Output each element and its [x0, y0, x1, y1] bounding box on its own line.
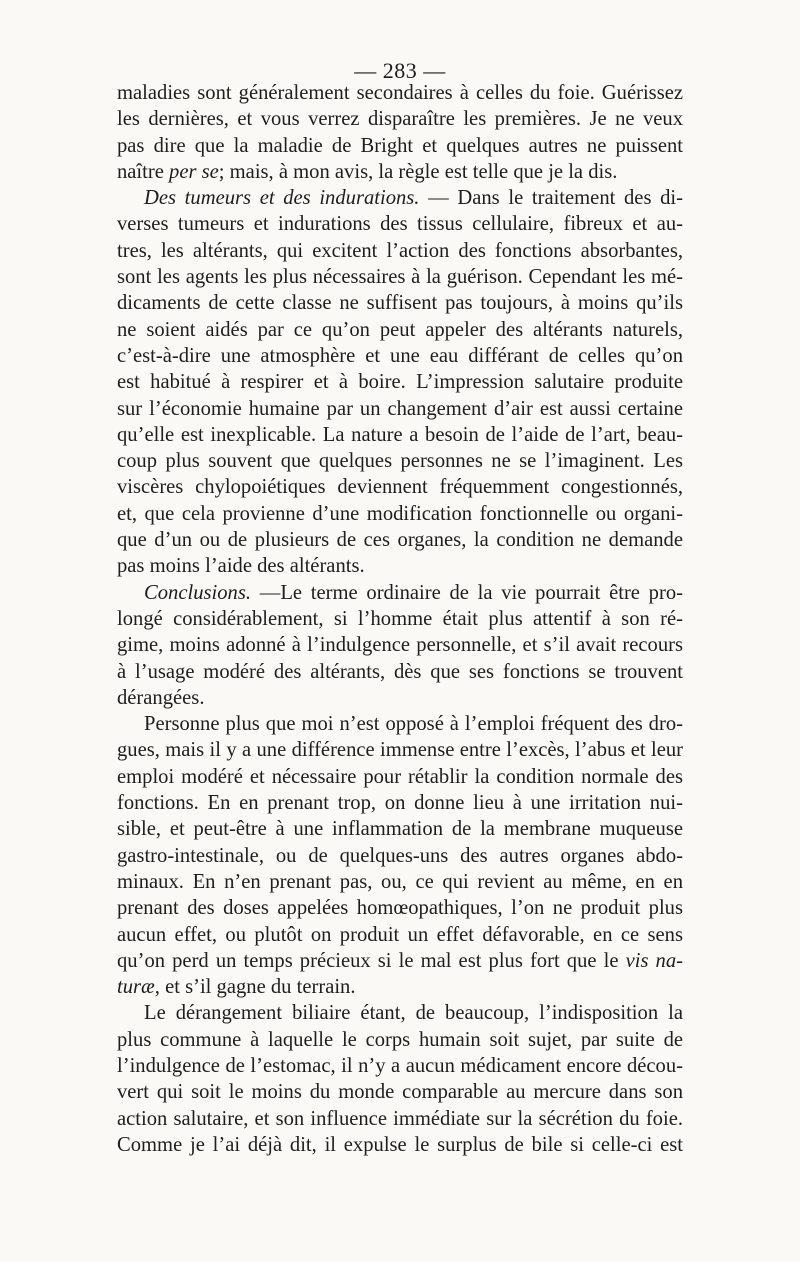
- text-run: naître: [117, 160, 170, 183]
- text-run: gime, moins adonné à l’indulgence personnelle, et s’il avait recours: [117, 634, 683, 657]
- text-line: [117, 711, 683, 737]
- italic-text: turæ: [117, 976, 155, 999]
- text-run: prenant des doses appelées homœopathiques, l’on ne produit plus: [117, 897, 683, 920]
- text-run: Personne plus que moi n’est opposé à l’emploi fréquent des dro-: [144, 713, 683, 736]
- text-line: [117, 948, 683, 974]
- text-line: [117, 211, 683, 237]
- text-run: à l’usage modéré des altérants, dès que ses fonctions se trouvent: [117, 660, 683, 683]
- text-line: [117, 553, 683, 579]
- text-run: gastro-intestinale, ou de quelques-uns des autres organes abdo-: [117, 844, 683, 867]
- text-line: [117, 816, 683, 842]
- text-run: fonctions. En en prenant trop, on donne lieu à une irritation nui-: [117, 792, 683, 815]
- text-line: [117, 659, 683, 685]
- text-run: ne soient aidés par ce qu’on peut appeler des altérants naturels,: [117, 318, 683, 341]
- text-run: ; mais, à mon avis, la règle est telle que je la dis.: [218, 160, 618, 183]
- text-line: [117, 790, 683, 816]
- text-line: [117, 80, 683, 106]
- text-run: sur l’économie humaine par un changement d’air est aussi certaine: [117, 397, 683, 420]
- text-line: [117, 869, 683, 895]
- text-line: [117, 606, 683, 632]
- text-run: Comme je l’ai déjà dit, il expulse le surplus de bile si celle-ci est: [117, 1133, 683, 1156]
- text-line: [117, 895, 683, 921]
- text-line: [117, 343, 683, 369]
- text-run: sont les agents les plus nécessaires à la guérison. Cependant les mé-: [117, 266, 683, 289]
- text-run: action salutaire, et son influence immédiate sur la sécrétion du foie.: [117, 1107, 683, 1130]
- text-line: [117, 1053, 683, 1079]
- text-run: —Le terme ordinaire de la vie pourrait être pro-: [250, 581, 683, 604]
- text-run: coup plus souvent que quelques personnes ne se l’imaginent. Les: [117, 450, 683, 473]
- text-run: aucun effet, ou plutôt on produit un effet défavorable, en ce sens: [117, 923, 683, 946]
- text-line: [117, 922, 683, 948]
- text-line: [117, 1106, 683, 1132]
- text-line: [117, 974, 683, 1000]
- text-run: emploi modéré et nécessaire pour rétablir la condition normale des: [117, 765, 683, 788]
- text-run: plus commune à laquelle le corps humain soit sujet, par suite de: [117, 1028, 683, 1051]
- text-line: [117, 474, 683, 500]
- text-run: minaux. En n’en prenant pas, ou, ce qui revient au même, en en: [117, 870, 683, 893]
- text-line: [117, 1000, 683, 1026]
- text-line: [117, 317, 683, 343]
- text-line: [117, 1027, 683, 1053]
- text-line: [117, 764, 683, 790]
- text-run: que d’un ou de plusieurs de ces organes, la condition ne demande: [117, 529, 683, 552]
- text-line: [117, 1079, 683, 1105]
- text-run: pas dire que la maladie de Bright et quelques autres ne puissent: [117, 134, 683, 157]
- page-number: — 283 —: [354, 58, 446, 83]
- text-line: [117, 422, 683, 448]
- text-run: longé considérablement, si l’homme était plus attentif à son ré-: [117, 607, 683, 630]
- text-run: Le dérangement biliaire étant, de beaucoup, l’indisposition la: [144, 1002, 683, 1025]
- text-run: tres, les altérants, qui excitent l’action des fonctions absorbantes,: [117, 239, 683, 262]
- text-run: dérangées.: [117, 686, 205, 709]
- text-run: — Dans le traitement des di-: [419, 187, 683, 210]
- text-run: qu’elle est inexplicable. La nature a besoin de l’aide de l’art, beau-: [117, 423, 683, 446]
- text-line: [117, 448, 683, 474]
- text-run: les dernières, et vous verrez disparaître les premières. Je ne veux: [117, 108, 683, 131]
- text-run: , et s’il gagne du terrain.: [154, 976, 356, 999]
- text-line: [117, 133, 683, 159]
- text-run: l’indulgence de l’estomac, il n’y a aucun médicament encore décou-: [117, 1054, 683, 1077]
- text-line: [117, 106, 683, 132]
- text-line: [117, 632, 683, 658]
- text-run: est habitué à respirer et à boire. L’impression salutaire produite: [117, 371, 683, 394]
- text-line: [117, 501, 683, 527]
- text-line: [117, 290, 683, 316]
- text-run: viscères chylopoiétiques deviennent fréquemment congestionnés,: [117, 476, 683, 499]
- text-line: [117, 737, 683, 763]
- italic-text: vis na-: [625, 949, 684, 972]
- text-line: [117, 159, 683, 185]
- text-line: [117, 1132, 683, 1158]
- text-line: [117, 685, 683, 711]
- text-line: [117, 369, 683, 395]
- text-run: c’est-à-dire une atmosphère et une eau différant de celles qu’on: [117, 344, 683, 367]
- text-line: [117, 238, 683, 264]
- text-run: gues, mais il y a une différence immense entre l’excès, l’abus et leur: [117, 739, 683, 762]
- text-run: verses tumeurs et indurations des tissus cellulaire, fibreux et au-: [117, 213, 683, 236]
- italic-text: per se: [169, 160, 219, 183]
- text-run: dicaments de cette classe ne suffisent pas toujours, à moins qu’ils: [117, 292, 683, 315]
- body-text: [117, 80, 683, 1158]
- text-run: vert qui soit le moins du monde comparable au mercure dans son: [117, 1081, 683, 1104]
- text-line: [117, 580, 683, 606]
- italic-text: Des tumeurs et des indurations.: [144, 187, 420, 210]
- text-line: [117, 843, 683, 869]
- text-run: et, que cela provienne d’une modification fonctionnelle ou organi-: [117, 502, 683, 525]
- text-run: maladies sont généralement secondaires à celles du foie. Guérissez: [117, 82, 683, 104]
- text-line: [117, 185, 683, 211]
- italic-text: Conclusions.: [144, 581, 251, 604]
- text-run: sible, et peut-être à une inflammation de la membrane muqueuse: [117, 818, 683, 841]
- text-run: qu’on perd un temps précieux si le mal est plus fort que le: [117, 949, 626, 972]
- text-line: [117, 396, 683, 422]
- text-line: [117, 527, 683, 553]
- text-run: pas moins l’aide des altérants.: [117, 555, 365, 578]
- text-line: [117, 264, 683, 290]
